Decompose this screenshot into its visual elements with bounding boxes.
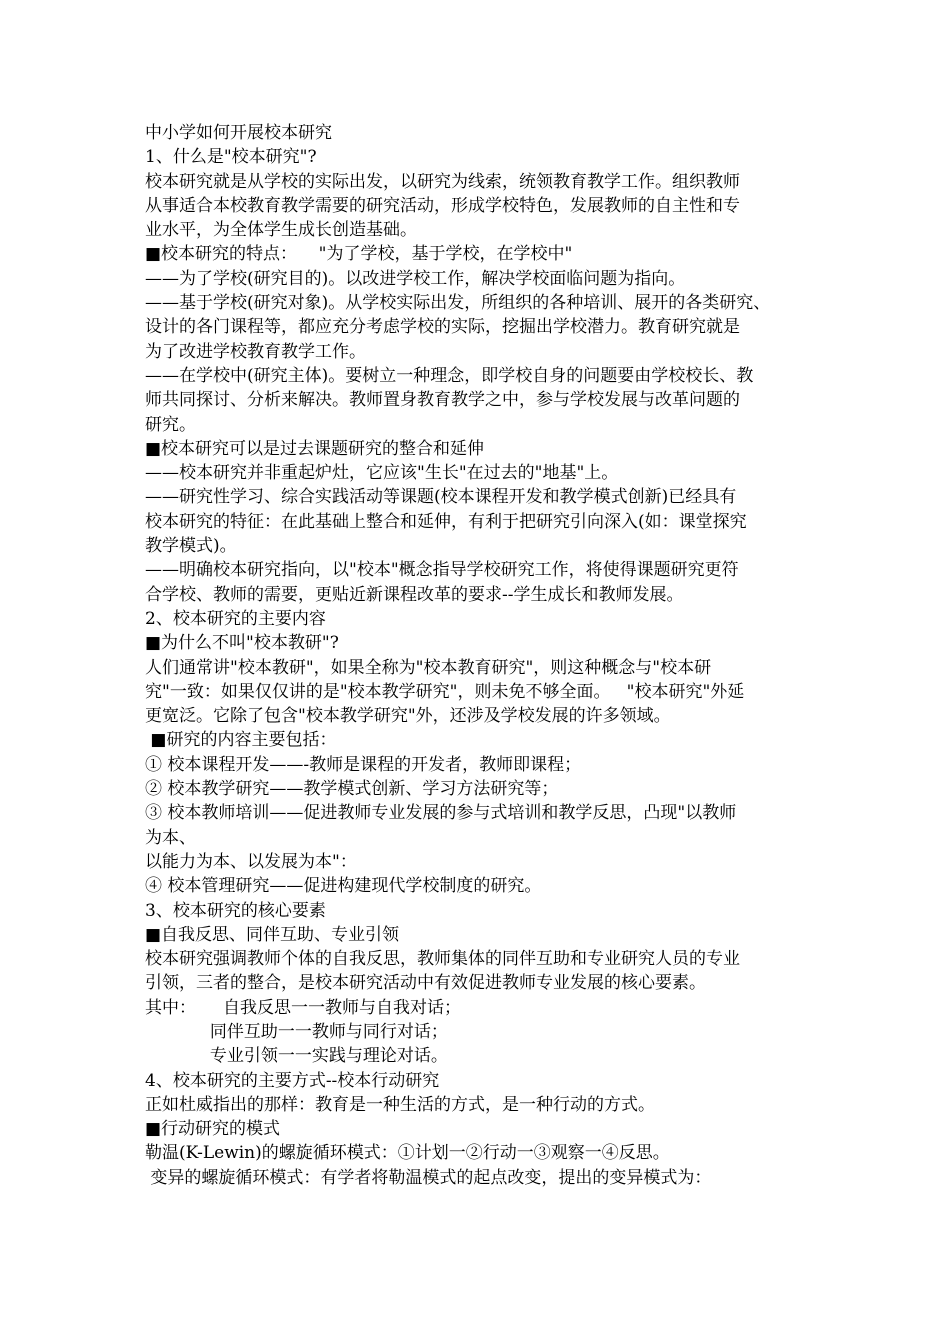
text-line: 2、校本研究的主要内容 [145,608,326,629]
text-line: 研究。 [145,414,196,435]
text-line: ① 校本课程开发——-教师是课程的开发者，教师即课程； [145,754,582,775]
text-line: ——研究性学习、综合实践活动等课题(校本课程开发和教学模式创新)已经具有 [145,487,737,508]
text-line: ——明确校本研究指向，以"校本"概念指导学校研究工作，将使得课题研究更符 [145,560,739,581]
text-line: 师共同探讨、分析来解决。教师置身教育教学之中，参与学校发展与改革问题的 [145,390,740,411]
text-line: 同伴互助一一教师与同行对话； [145,1021,448,1042]
text-line: 合学校、教师的需要，更贴近新课程改革的要求--学生成长和教师发展。 [145,584,684,605]
text-line: 中小学如何开展校本研究 [145,123,332,143]
text-line: ■行动研究的模式 [145,1119,281,1140]
text-line: 以能力为本、以发展为本"： [145,851,357,872]
text-line: ■校本研究可以是过去课题研究的整合和延伸 [145,438,485,459]
text-line: 正如杜威指出的那样：教育是一种生活的方式，是一种行动的方式。 [145,1094,655,1115]
text-line: 更宽泛。它除了包含"校本教学研究"外，还涉及学校发展的许多领域。 [145,706,671,727]
text-line: 从事适合本校教育教学需要的研究活动，形成学校特色，发展教师的自主性和专 [145,195,740,216]
text-line: ——在学校中(研究主体)。要树立一种理念，即学校自身的问题要由学校校长、教 [145,365,754,386]
text-line: ——基于学校(研究对象)。从学校实际出发，所组织的各种培训、展开的各类研究、 [145,293,771,314]
text-line: 4、校本研究的主要方式--校本行动研究 [145,1070,440,1091]
text-line: ■校本研究的特点： "为了学校，基于学校，在学校中" [145,244,573,265]
text-line: 究"一致：如果仅仅讲的是"校本教学研究"，则未免不够全面。 "校本研究"外延 [145,681,745,702]
text-line: 校本研究就是从学校的实际出发，以研究为线索，统领教育教学工作。组织教师 [145,171,740,192]
text-line: 设计的各门课程等，都应充分考虑学校的实际，挖掘出学校潜力。教育研究就是 [145,317,740,338]
text-line: ——校本研究并非重起炉灶，它应该"生长"在过去的"地基"上。 [145,463,619,484]
text-line: ② 校本教学研究——教学模式创新、学习方法研究等； [145,779,559,800]
text-line: 为了改进学校教育教学工作。 [145,341,366,362]
text-line: 专业引领一一实践与理论对话。 [145,1046,448,1067]
text-line: 业水平，为全体学生成长创造基础。 [145,220,417,241]
text-line: 勒温(K-Lewin)的螺旋循环模式：①计划一②行动一③观察一④反思。 [145,1143,670,1164]
text-line: 3、校本研究的核心要素 [145,900,326,921]
text-line: ——为了学校(研究目的)。以改进学校工作，解决学校面临问题为指向。 [145,268,686,289]
text-line: ■为什么不叫"校本教研"? [145,633,339,654]
text-line: 校本研究强调教师个体的自我反思，教师集体的同伴互助和专业研究人员的专业 [145,949,740,970]
text-line: 人们通常讲"校本教研"，如果全称为"校本教育研究"，则这种概念与"校本研 [145,657,712,678]
text-line: 为本、 [145,827,196,848]
text-line: 教学模式)。 [145,536,237,557]
text-line: ■自我反思、同伴互助、专业引领 [145,924,400,945]
text-line: ■研究的内容主要包括： [145,730,337,751]
document-body [145,121,811,1190]
text-line: ③ 校本教师培训——促进教师专业发展的参与式培训和教学反思，凸现"以教师 [145,803,737,824]
text-line: ④ 校本管理研究——促进构建现代学校制度的研究。 [145,876,542,897]
text-line: 1、什么是"校本研究"? [145,147,317,168]
text-line: 校本研究的特征：在此基础上整合和延伸，有利于把研究引向深入(如：课堂探究 [145,511,747,532]
text-line: 引领，三者的整合，是校本研究活动中有效促进教师专业发展的核心要素。 [145,973,706,994]
text-line: 变异的螺旋循环模式：有学者将勒温模式的起点改变，提出的变异模式为： [145,1167,712,1188]
text-line: 其中： 自我反思一一教师与自我对话； [145,997,462,1018]
